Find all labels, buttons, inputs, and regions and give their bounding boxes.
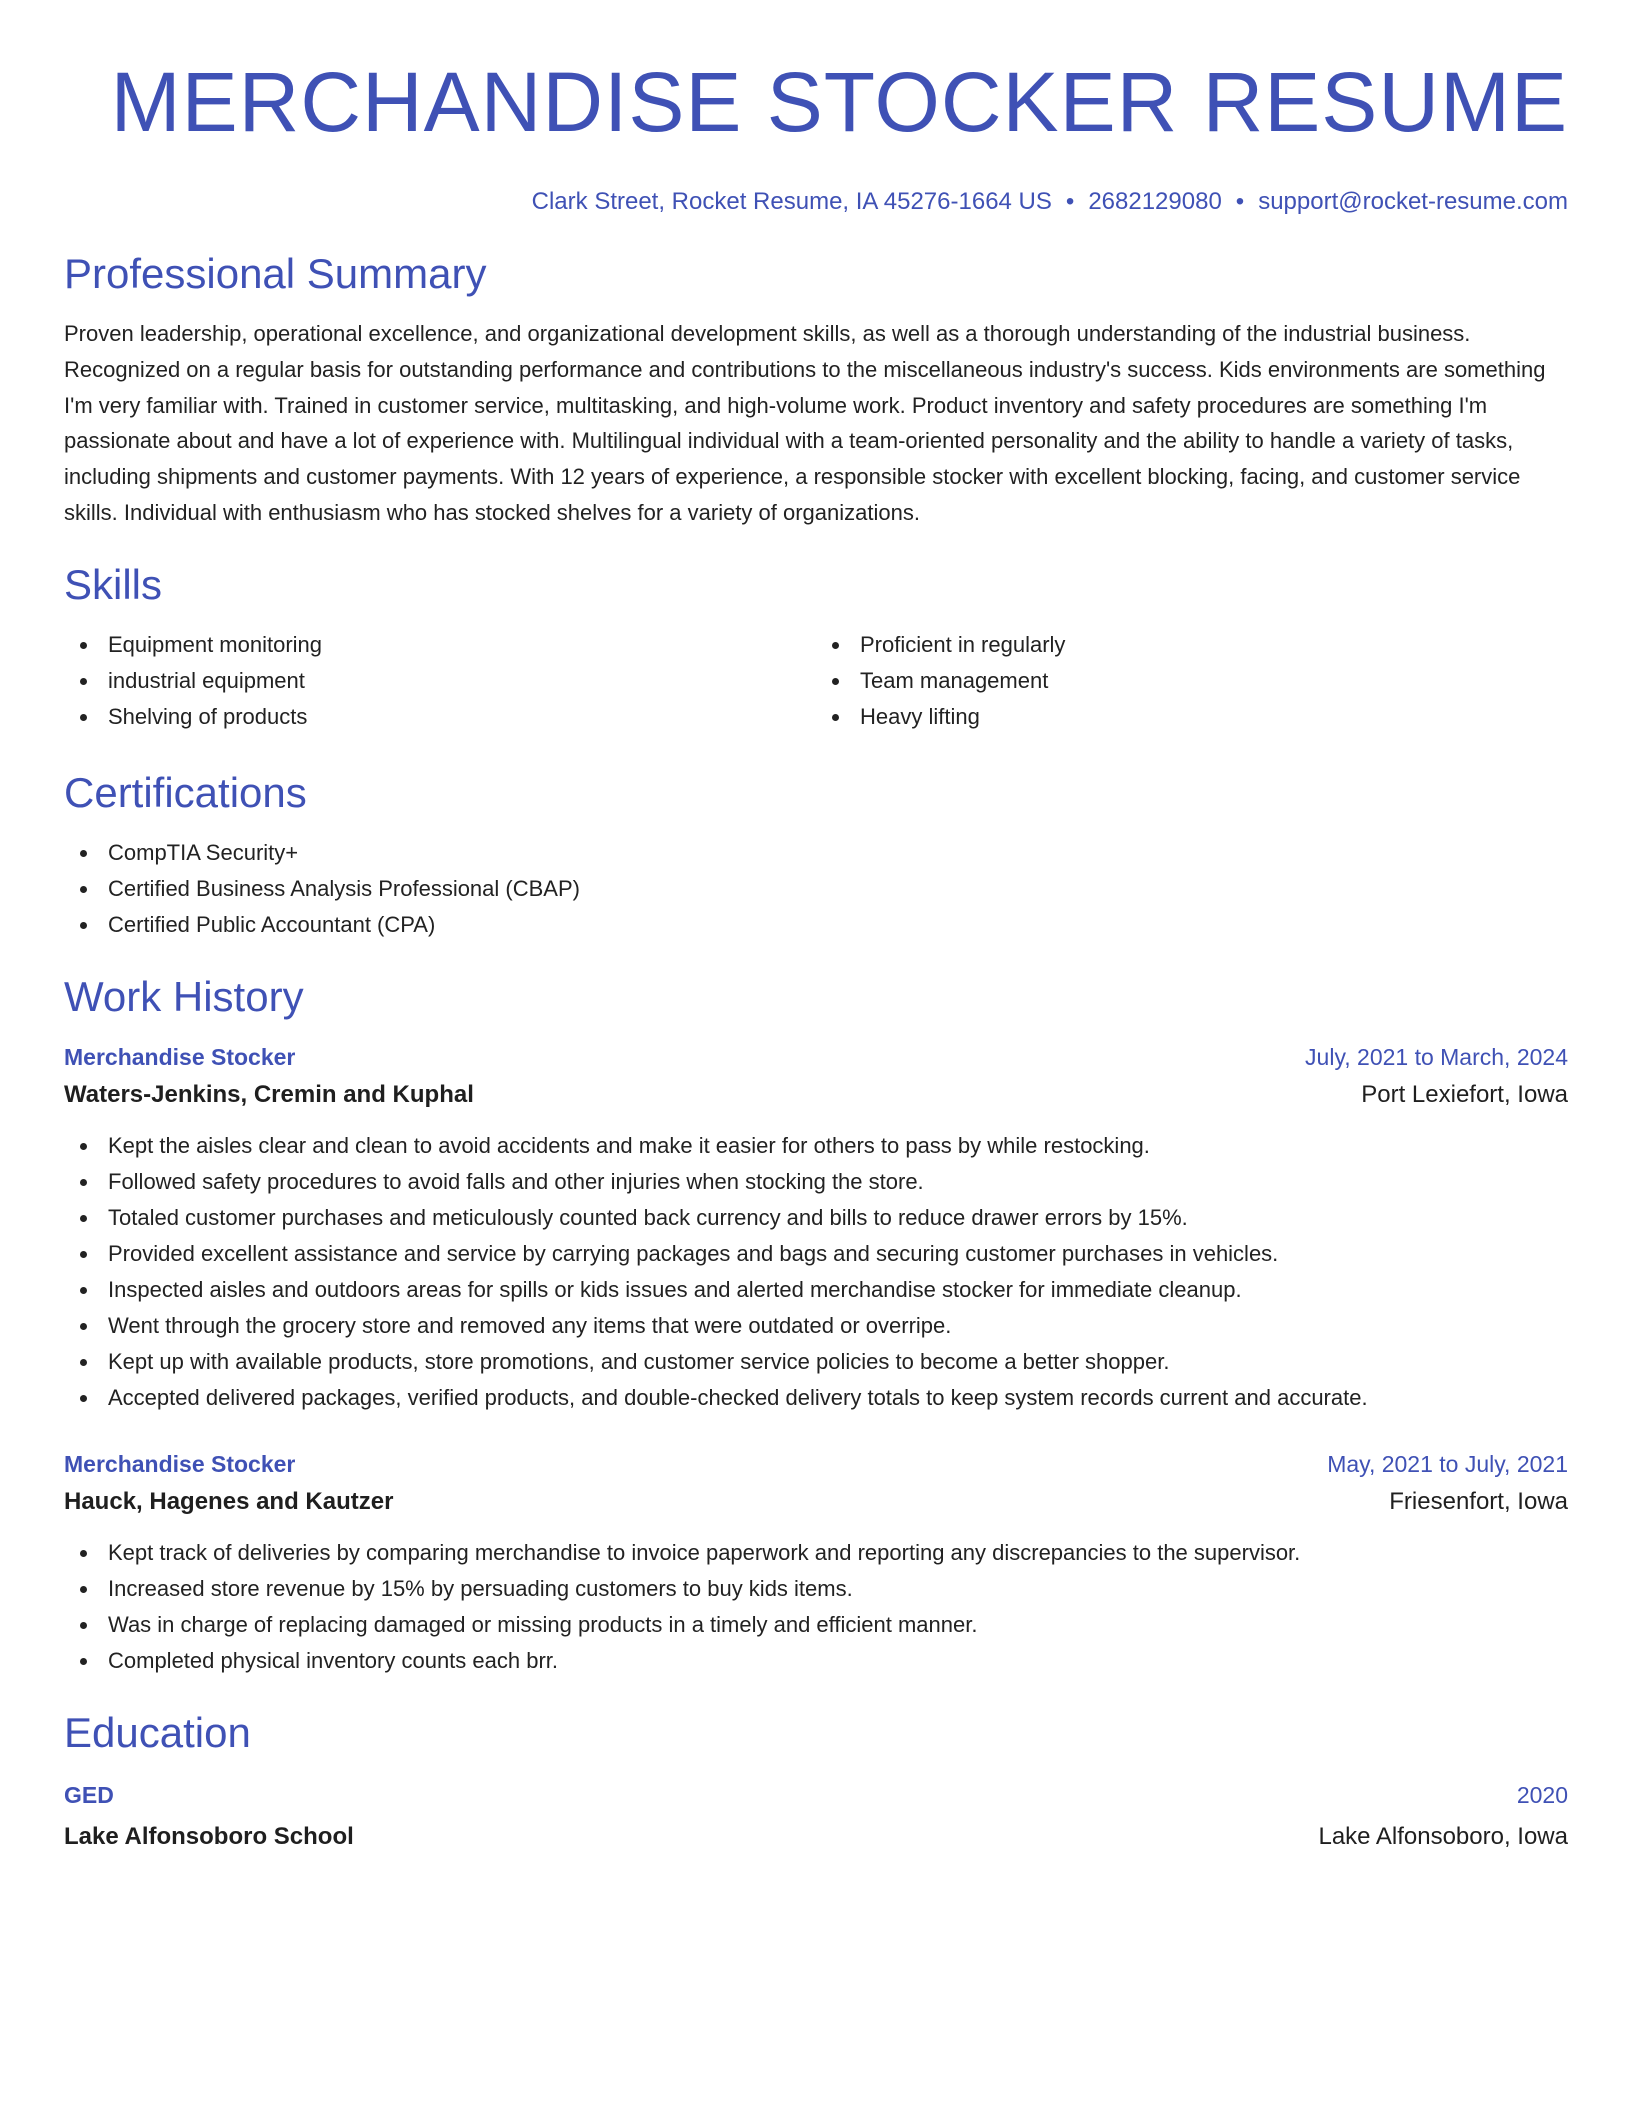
skills-list-right bbox=[816, 627, 1568, 735]
work-history-section bbox=[64, 971, 1568, 1679]
section-title-summary: Professional Summary bbox=[64, 250, 487, 297]
summary-section bbox=[64, 248, 1568, 531]
job-bullet: Accepted delivered packages, verified products, and double-checked delivery totals to keep system records current and accurate. bbox=[64, 1380, 1568, 1416]
job-bullet: Provided excellent assistance and service by carrying packages and bags and securing customer purchases in vehicles. bbox=[64, 1236, 1568, 1272]
job-dates: May, 2021 to July, 2021 bbox=[1327, 1450, 1568, 1477]
job-bullet: Kept the aisles clear and clean to avoid accidents and make it easier for others to pass by while restocking. bbox=[64, 1128, 1568, 1164]
certifications-list bbox=[64, 835, 1568, 943]
job-bullet: Increased store revenue by 15% by persuading customers to buy kids items. bbox=[64, 1571, 1568, 1607]
job-employer: Waters-Jenkins, Cremin and Kuphal bbox=[64, 1080, 474, 1108]
education-location: Lake Alfonsoboro, Iowa bbox=[1318, 1822, 1568, 1850]
skills-list-left bbox=[64, 627, 816, 735]
job-header-row bbox=[64, 1446, 1568, 1483]
certification-item: Certified Public Accountant (CPA) bbox=[64, 907, 1568, 943]
job-bullet: Followed safety procedures to avoid falls and other injuries when stocking the store. bbox=[64, 1164, 1568, 1200]
skill-item: Proficient in regularly bbox=[816, 627, 1568, 663]
job-bullet: Kept track of deliveries by comparing merchandise to invoice paperwork and reporting any discrepancies to the supervisor. bbox=[64, 1535, 1568, 1571]
job-entry bbox=[64, 1446, 1568, 1679]
job-bullet: Was in charge of replacing damaged or missing products in a timely and efficient manner. bbox=[64, 1607, 1568, 1643]
section-title-certifications: Certifications bbox=[64, 768, 307, 816]
education-school: Lake Alfonsoboro School bbox=[64, 1822, 354, 1850]
job-bullets bbox=[64, 1535, 1568, 1679]
certification-item: CompTIA Security+ bbox=[64, 835, 1568, 871]
skill-item: Equipment monitoring bbox=[64, 627, 816, 663]
contact-email[interactable]: support@rocket-resume.com bbox=[1258, 188, 1568, 215]
contact-address: Clark Street, Rocket Resume, IA 45276-1664 US bbox=[531, 188, 1052, 215]
job-dates: July, 2021 to March, 2024 bbox=[1305, 1043, 1568, 1070]
resume-header bbox=[64, 0, 1568, 218]
education-entry bbox=[64, 1777, 1568, 1856]
section-title-education: Education bbox=[64, 1708, 251, 1756]
job-bullet: Inspected aisles and outdoors areas for spills or kids issues and alerted merchandise stocker for immediate cleanup. bbox=[64, 1272, 1568, 1308]
job-bullets bbox=[64, 1128, 1568, 1416]
skill-item: Shelving of products bbox=[64, 699, 816, 735]
section-title-work-history: Work History bbox=[64, 972, 304, 1020]
contact-separator: • bbox=[1235, 188, 1245, 215]
job-bullet: Totaled customer purchases and meticulously counted back currency and bills to reduce drawer errors by 15%. bbox=[64, 1200, 1568, 1236]
job-employer-row bbox=[64, 1076, 1568, 1114]
job-title: Merchandise Stocker bbox=[64, 1450, 296, 1477]
education-year: 2020 bbox=[1516, 1781, 1568, 1808]
job-employer-row bbox=[64, 1483, 1568, 1521]
skills-section bbox=[64, 559, 1568, 735]
certification-item: Certified Business Analysis Professional (CBAP) bbox=[64, 871, 1568, 907]
contact-phone[interactable]: 2682129080 bbox=[1088, 188, 1222, 215]
contact-separator: • bbox=[1065, 188, 1075, 215]
skills-columns bbox=[64, 627, 1568, 735]
certifications-section bbox=[64, 767, 1568, 943]
job-location: Friesenfort, Iowa bbox=[1389, 1487, 1568, 1515]
education-degree: GED bbox=[64, 1781, 114, 1808]
job-bullet: Went through the grocery store and removed any items that were outdated or overripe. bbox=[64, 1308, 1568, 1344]
job-location: Port Lexiefort, Iowa bbox=[1361, 1080, 1568, 1108]
job-bullet: Kept up with available products, store promotions, and customer service policies to become a better shopper. bbox=[64, 1344, 1568, 1380]
job-entry bbox=[64, 1039, 1568, 1416]
job-title: Merchandise Stocker bbox=[64, 1043, 296, 1070]
education-section bbox=[64, 1707, 1568, 1856]
education-school-row bbox=[64, 1818, 1568, 1856]
skill-item: Team management bbox=[816, 663, 1568, 699]
contact-line bbox=[64, 186, 1568, 218]
job-bullet: Completed physical inventory counts each brr. bbox=[64, 1643, 1568, 1679]
summary-text: Proven leadership, operational excellence, and organizational development skills, as well as a thorough understanding of the industrial business. Recognized on a regular basis for outstanding performance and contributions to the miscellaneous industry's success. Kids environments are something I'm very familiar with. Trained in customer service, multitasking, and high-volume work. Product inventory and safety procedures are something I'm passionate about and have a lot of experience with. Multilingual individual with a team-oriented personality and the ability to handle a variety of tasks, including shipments and customer payments. With 12 years of experience, a responsible stocker with excellent blocking, facing, and customer service skills. Individual with enthusiasm who has stocked shelves for a variety of organizations. bbox=[64, 321, 1546, 525]
job-employer: Hauck, Hagenes and Kautzer bbox=[64, 1487, 394, 1515]
education-header-row bbox=[64, 1777, 1568, 1814]
job-header-row bbox=[64, 1039, 1568, 1076]
skill-item: industrial equipment bbox=[64, 663, 816, 699]
section-title-skills: Skills bbox=[64, 560, 163, 608]
skill-item: Heavy lifting bbox=[816, 699, 1568, 735]
resume-title: MERCHANDISE STOCKER RESUME bbox=[110, 55, 1568, 149]
